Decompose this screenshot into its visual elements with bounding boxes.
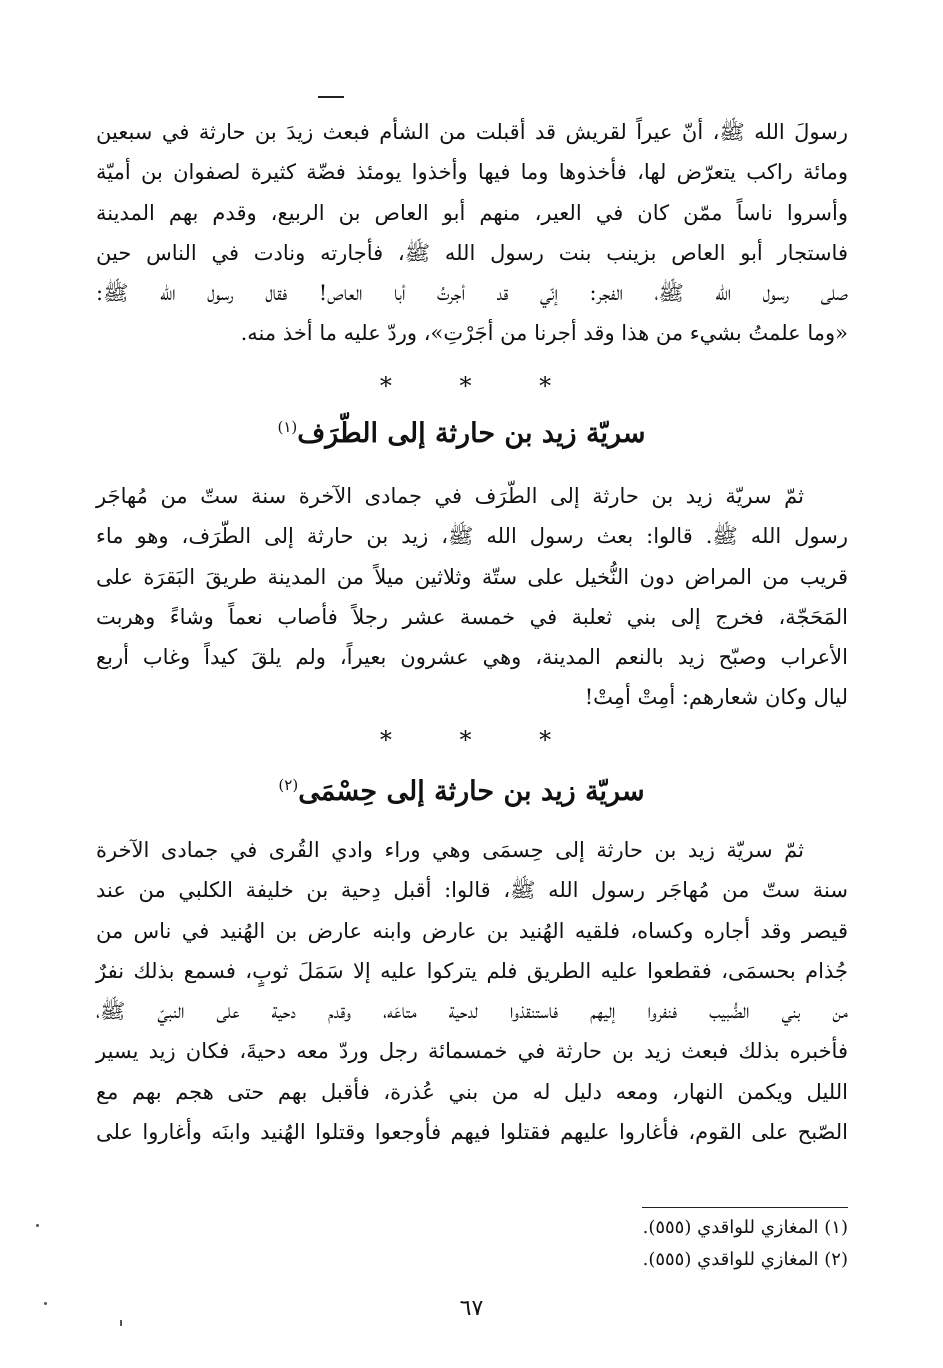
star-mark: *	[539, 726, 552, 754]
scan-speck	[44, 1302, 47, 1305]
text-line: وأسروا ناساً ممّن كان في العير، منهم أبو العاص بن الربيع، وقدم بهم المدينة	[96, 200, 848, 225]
text-line: فاستجار أبو العاص بزينب بنت رسول الله ﷺ، فأجارته ونادت في الناس حين	[96, 240, 848, 265]
footnote-item: (٢) المغازي للواقدي (٥٥٥).	[642, 1249, 848, 1270]
text-line: «وما علمتُ بشيء من هذا وقد أجرنا من أجَرْتِ»، وردّ عليه ما أخذ منه.	[240, 321, 848, 346]
text-line: ومائة راكب يتعرّض لها، فأخذوها وما فيها وأخذوا يومئذ فضّة كثيرة لصفوان بن أميّة	[96, 160, 848, 185]
section-separator	[0, 726, 937, 754]
text-line: الليل ويكمن النهار، ومعه دليل له من بني عُذرة، فأقبل بهم حتى هجم بهم مع	[96, 1079, 848, 1104]
scan-speck	[120, 1320, 122, 1326]
section-heading-hisma	[0, 776, 933, 807]
text-line: فأخبره بذلك فبعث زيد بن حارثة في خمسمائة رجل وردّ معه دحيةَ، فكان زيد يسير	[96, 1039, 848, 1064]
text-line: صلى رسول الله ﷺ، الفجر: إنّي قد أجرتُ أبا العاص! فقال رسول الله ﷺ:	[96, 281, 848, 306]
section-heading-taraf	[0, 418, 933, 449]
text-line: رسول الله ﷺ. قالوا: بعث رسول الله ﷺ، زيد بن حارثة إلى الطّرَف، وهو ماء	[96, 524, 848, 549]
page-number: ٦٧	[459, 1296, 484, 1321]
footnotes	[96, 1212, 848, 1276]
text-line: قيصر وقد أجاره وكساه، فلقيه الهُنيد بن عارض وابنه عارض بن الهُنيد في ناس من	[96, 918, 848, 943]
star-mark: *	[379, 726, 392, 754]
text-line: المَحَجّة، فخرج إلى بني ثعلبة في خمسة عشر رجلاً فأصاب نعماً وشاءً وهربت	[96, 604, 848, 629]
section-separator	[0, 372, 937, 400]
text-line: رسولَ الله ﷺ، أنّ عيراً لقريش قد أقبلت من الشأم فبعث زيدَ بن حارثة في سبعين	[96, 120, 848, 144]
footnote-reference: (٢)	[278, 776, 299, 794]
text-line: الصّبح على القوم، فأغاروا عليهم فقتلوا فيهم فأوجعوا وقتلوا الهُنيد وابنَه وأغاروا على	[96, 1120, 848, 1145]
text-line: قريب من المراض دون النُّخيل على ستّة وثلاثين ميلاً من المدينة طريقَ البَقرَة على	[96, 564, 848, 589]
star-mark: *	[459, 726, 472, 754]
text-line: الأعراب وصبّح زيد بالنعم المدينة، وهي عشرون بعيراً، ولم يلقَ كيداً وغاب أربع	[96, 645, 848, 670]
star-mark: *	[379, 372, 392, 400]
text-line: ليال وكان شعارهم: أمِتْ أمِتْ!	[584, 685, 848, 710]
scan-speck	[36, 1224, 39, 1227]
section-title: سريّة زيد بن حارثة إلى الطّرَف	[297, 418, 646, 449]
text-line: ثمّ سريّة زيد بن حارثة إلى حِسمَى وهي وراء وادي القُرى في جمادى الآخرة	[96, 838, 804, 862]
text-line: من بني الضُّبيب فنفروا إليهم فاستنقذوا لدحية متاعَه، وقدم دحية على النبيّ ﷺ،	[96, 999, 848, 1024]
star-mark: *	[459, 372, 472, 400]
text-line: سنة ستّ من مُهاجَر رسول الله ﷺ، قالوا: أقبل دِحية بن خليفة الكلبي من عند	[96, 878, 848, 903]
footnote-reference: (١)	[277, 418, 298, 436]
text-line: جُذام بحسمَى، فقطعوا عليه الطريق فلم يتركوا عليه إلا سَمَلَ ثوبٍ، فسمع بذلك نفرٌ	[96, 958, 848, 983]
star-mark: *	[539, 372, 552, 400]
footnote-divider	[642, 1207, 848, 1208]
section-body-taraf	[96, 476, 848, 718]
text-line: ثمّ سريّة زيد بن حارثة إلى الطّرَف في جمادى الآخرة سنة ستّ من مُهاجَر	[96, 484, 804, 508]
paragraph-continuation	[96, 112, 848, 354]
top-rule-mark	[318, 96, 344, 98]
footnote-item: (١) المغازي للواقدي (٥٥٥).	[642, 1217, 848, 1238]
section-body-hisma	[96, 830, 848, 1152]
section-title: سريّة زيد بن حارثة إلى حِسْمَى	[298, 776, 645, 807]
